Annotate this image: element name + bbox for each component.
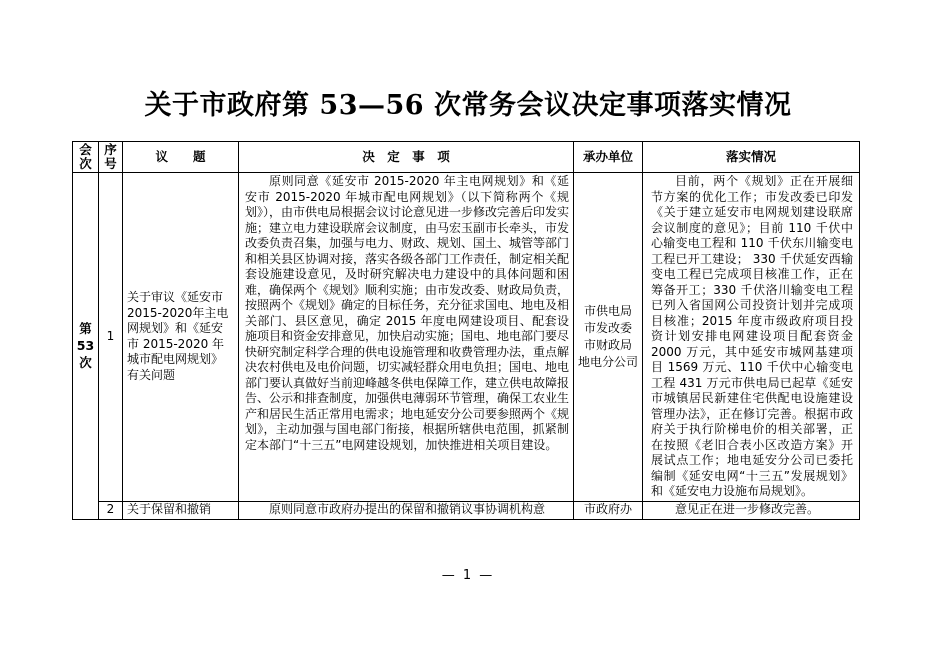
header-status: 落实情况: [643, 142, 860, 173]
decision-cell: 原则同意《延安市 2015-2020 年主电网规划》和《延安市 2015-2020 年城市配电网规划》（以下简称两个《规划》），由市供电局根据会议讨论意见进一步修改完善后印发实施；建立电力建设联席会议制度，由马宏玉副市长牵头，市发改委负责召集，加强与电力、财政、规划、国土、城管等部门和相关县区协调对接，落实各级各部门工作责任，制定相关配套设施建设意见，及时研究解决电力建设中的具体问题和困难，确保两个《规划》顺利实施；由市发改委、财政局负责，按照两个《规划》确定的目标任务，充分征求国电、地电及相关部门、县区意见，确定 2015 年度电网建设项目、配套设施项目和资金安排意见，加快启动实施；国电、地电部门要尽快研究制定科学合理的供电设施管理和收费管理办法，重点解决农村供电及电价问题，切实减轻群众用电负担；国电、地电部门要认真做好当前迎峰越冬供电保障工作，建立供电故障报告、公示和排查制度，加强供电薄弱环节管理，确保工农业生产和居民生活正常用电需求；地电延安分公司要参照两个《规划》，主动加强与国电部门衔接，根据所辖供电范围，抓紧制定本部门“十三五”电网建设规划，加快推进相关项目建设。: [239, 173, 574, 502]
decision-cell: 原则同意市政府办提出的保留和撤销议事协调机构意: [239, 501, 574, 519]
page-title: 关于市政府第 53—56 次常务会议决定事项落实情况: [144, 90, 792, 121]
header-decision: 决 定 事 项: [239, 142, 574, 173]
row-number: 1: [99, 173, 123, 502]
row-number: 2: [99, 501, 123, 519]
table-row: [73, 501, 860, 519]
topic-cell: 关于保留和撤销: [123, 501, 239, 519]
header-unit: 承办单位: [574, 142, 643, 173]
status-cell: 目前，两个《规划》正在开展细节方案的优化工作；市发改委已印发《关于建立延安市电网规划建设联席会议制度的意见》；目前 110 千伏中心输变电工程和 110 千伏东川输变电工程已开工建设； 330 千伏延安西输变电工程已完成项目核准工作，正在筹备开工；330 千伏洛川输变电工程已列入省国网公司投资计划并完成项目核准；2015 年度市级政府项目投资计划安排电网建设项目配套资金 2000 万元，其中延安市城网基建项目 1569 万元、110 千伏中心输变电工程 431 万元市供电局已起草《延安市城镇居民新建住宅供配电设施建设管理办法》，正在修订完善。根据市政府关于执行阶梯电价的相关部署，正在按照《老旧合表小区改造方案》开展试点工作；地电延安分公司已委托编制《延安电网“十三五”发展规划》和《延安电力设施布局规划》。: [643, 173, 860, 502]
header-topic: 议 题: [123, 142, 239, 173]
header-session: 会 次: [73, 142, 99, 173]
unit-cell: 市政府办: [574, 501, 643, 519]
decisions-table: [72, 141, 860, 520]
status-cell: 意见正在进一步修改完善。: [643, 501, 860, 519]
table-row: [73, 173, 860, 502]
topic-cell: 关于审议《延安市2015-2020年主电网规划》和《延安市 2015-2020 年城市配电网规划》有关问题: [123, 173, 239, 502]
unit-cell: 市供电局 市发改委 市财政局 地电分公司: [574, 173, 643, 502]
header-no: 序 号: [99, 142, 123, 173]
session-cell: 第 53 次: [73, 173, 99, 520]
page-number: — 1 —: [441, 568, 495, 583]
table-header-row: [73, 142, 860, 173]
